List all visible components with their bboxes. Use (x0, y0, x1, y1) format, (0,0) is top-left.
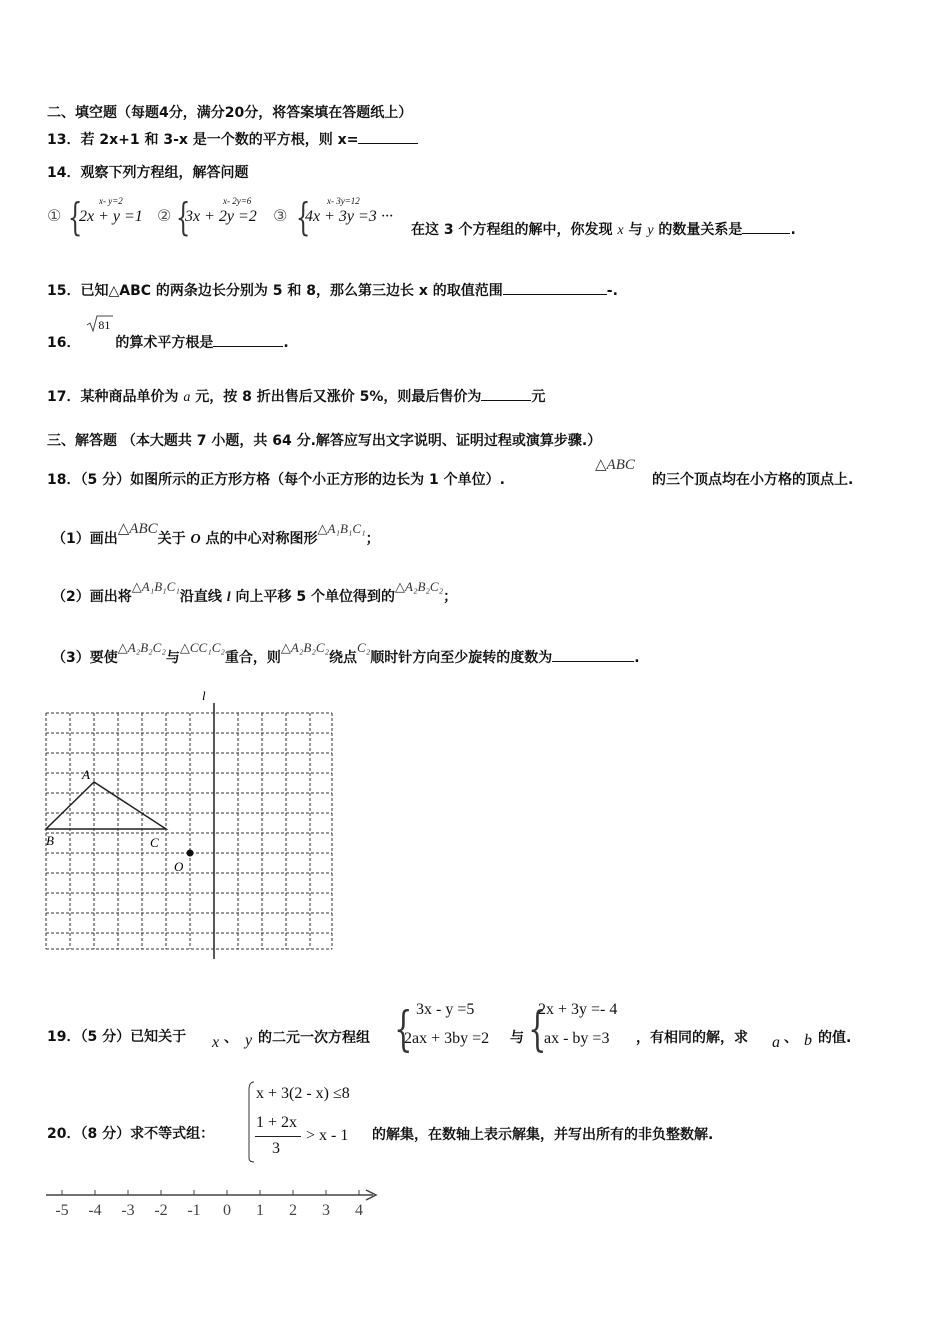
q20-fraction-bar (255, 1136, 301, 1137)
q14-system-1-bottom: 2x + y =1 (79, 208, 143, 225)
q19-text-b: 的二元一次方程组 (258, 1030, 370, 1046)
q14-system-3-brace: { (295, 195, 311, 239)
q18-part-3 (52, 640, 640, 668)
label-b: B (46, 833, 54, 848)
q18-p3-e: 顺时针方向至少旋转的度数为 (370, 650, 553, 666)
number-line-label: 4 (355, 1202, 363, 1219)
q18-p1-b: 关于 (157, 531, 191, 547)
q18-p3-a: （3）要使 (52, 650, 118, 666)
q14-system-1-mark: ① (47, 206, 62, 225)
q18-p2-triangle: △A₁B₁C₁ (131, 579, 180, 594)
label-c: C (150, 835, 159, 850)
q15-number: 15． (47, 283, 81, 299)
q17-number: 17． (47, 389, 81, 405)
q19-var-a: a (772, 1034, 780, 1051)
q18-p2-b: 沿直线 (179, 589, 227, 605)
q18-p1-end: ； (365, 531, 380, 547)
q14-system-3-bottom: 4x + 3y =3 (305, 208, 377, 225)
q19-text-a: （5 分）已知关于 (80, 1029, 187, 1045)
section-3-heading-text: 三、解答题 （本大题共 7 小题，共 64 分.解答应写出文字说明、证明过程或演算步骤.） (47, 433, 602, 449)
label-o: O (174, 859, 184, 874)
q18-p1-point-o: O (190, 532, 201, 547)
section-3-heading (47, 431, 601, 451)
q14-var-x: x (617, 223, 624, 238)
q19-var-b: b (804, 1032, 812, 1049)
number-line-label: -1 (187, 1202, 201, 1219)
q18-p2-triangle-2: △A₂B₂C₂ (395, 579, 444, 594)
q14-system-2-bottom: 3x + 2y =2 (185, 208, 257, 225)
q14-ellipsis: ··· (381, 208, 393, 225)
q19-var-y: y (245, 1032, 253, 1049)
q18-p3-triangle: △A₂B₂C₂ (117, 640, 166, 655)
q14-end: . (790, 222, 796, 238)
q17-answer-blank[interactable] (481, 386, 531, 401)
q14-system-2-top: x- 2y=6 (223, 196, 252, 206)
section-2-heading-text: 二、填空题（每题4分，满分20分，将答案填在答题纸上） (47, 105, 413, 121)
q13-number: 13． (47, 132, 81, 148)
q14-system-1-top: x- y=2 (99, 196, 123, 206)
q19-sep: 、 (224, 1030, 238, 1046)
question-16 (47, 318, 289, 353)
number-line-label: 1 (256, 1202, 264, 1219)
q14-var-y: y (647, 223, 654, 238)
q18-p3-triangle-3: △A₂B₂C₂ (280, 640, 330, 655)
q19-var-x: x (212, 1034, 220, 1051)
q19-text-c: ，有相同的解，求 (636, 1030, 748, 1046)
q16-radicand: 81 (98, 318, 111, 332)
q19-system-1-bottom: 2ax + 3by =2 (404, 1030, 490, 1047)
q15-text: 已知△ABC 的两条边长分别为 5 和 8，那么第三边长 x 的取值范围 (80, 283, 503, 299)
q18-grid-figure (40, 685, 340, 960)
q19-number: 19． (47, 1029, 81, 1045)
q18-p3-triangle-2: △CC₁C₂ (179, 640, 225, 655)
q20-number: 20． (47, 1126, 81, 1142)
q16-end: . (283, 335, 289, 351)
q14-mid: 与 (623, 222, 648, 238)
label-l: l (202, 688, 206, 703)
q16-text: 的算术平方根是 (115, 335, 214, 351)
question-13 (47, 129, 418, 150)
q20-text-b: 的解集，在数轴上表示解集，并写出所有的非负整数解. (372, 1127, 714, 1143)
q19-system-1-top: 3x - y =5 (416, 1001, 475, 1018)
q18-p1-triangle-2: △A₁B₁C₁ (317, 521, 366, 536)
q20-fraction-numerator: 1 + 2x (256, 1114, 298, 1131)
q18-p1-c: 点的中心对称图形 (200, 531, 318, 547)
q19-sep-2: 、 (784, 1030, 798, 1046)
number-line-label: 3 (322, 1202, 330, 1219)
q16-answer-blank[interactable] (213, 332, 283, 347)
q14-system-2-mark: ② (157, 206, 172, 225)
q18-text-b: 的三个顶点均在小方格的顶点上. (652, 472, 854, 488)
q18-p1-triangle: △ABC (117, 521, 158, 537)
q14-system-3-mark: ③ (273, 206, 288, 225)
q16-radical (85, 318, 115, 347)
number-line-label: -4 (88, 1202, 102, 1219)
q18-answer-blank[interactable] (552, 647, 634, 662)
q17-text-b: 元，按 8 折出售后又涨价 5%，则最后售价为 (190, 389, 482, 405)
point-o (187, 850, 194, 857)
section-2-heading (47, 103, 412, 123)
q14-tail-b: 的数量关系是 (653, 222, 743, 238)
q15-answer-blank[interactable] (503, 280, 607, 295)
q18-p2-end: ； (443, 589, 458, 605)
number-line-label: -3 (121, 1202, 135, 1219)
q14-system-1-brace: { (67, 195, 83, 239)
question-15 (47, 280, 618, 301)
q18-part-1 (52, 521, 380, 550)
q14-answer-blank[interactable] (742, 219, 790, 234)
number-line-label: 2 (289, 1202, 297, 1219)
q14-number: 14． (47, 165, 81, 181)
q18-p1-a: （1）画出 (52, 531, 118, 547)
q19-text-d: 的值. (818, 1030, 852, 1046)
q15-end: -. (606, 283, 618, 299)
q18-p3-point: C₂ (357, 640, 371, 655)
number-line-label: -2 (154, 1202, 168, 1219)
q18-p3-d: 绕点 (329, 650, 358, 666)
q20-inequality-1: x + 3(2 - x) ≤8 (256, 1085, 350, 1102)
q13-answer-blank[interactable] (358, 129, 418, 144)
q18-p3-end: . (634, 650, 640, 666)
label-a: A (82, 767, 90, 782)
q18-p3-b: 与 (165, 650, 180, 666)
q17-end: 元 (531, 389, 546, 405)
triangle-abc (46, 782, 166, 829)
q19-system-2-brace: { (528, 1001, 547, 1057)
q19-system-1-brace: { (394, 1001, 413, 1057)
number-line-label: 0 (223, 1202, 231, 1219)
question-18 (47, 470, 505, 490)
q20-number-line (40, 1186, 385, 1222)
q18-p3-c: 重合，则 (224, 650, 281, 666)
q13-text: 若 2x+1 和 3-x 是一个数的平方根，则 x= (80, 132, 359, 148)
question-14 (47, 163, 248, 183)
q19-system-2-bottom: ax - by =3 (544, 1030, 610, 1047)
question-20 (47, 1124, 214, 1144)
q18-text-b-line (652, 470, 853, 490)
q20-text-a: （8 分）求不等式组： (80, 1126, 215, 1142)
q18-p2-line-l: l (226, 590, 231, 605)
q19-system-2-top: 2x + 3y =- 4 (538, 1001, 618, 1018)
grid-lines (46, 713, 332, 949)
question-19 (47, 1027, 186, 1047)
q14-system-3-top: x- 3y=12 (327, 196, 360, 206)
question-17 (47, 386, 545, 408)
q18-number: 18． (47, 472, 81, 488)
q20-inequality-2-rhs: > x - 1 (306, 1127, 349, 1144)
q18-text-a: （5 分）如图所示的正方形方格（每个小正方形的边长为 1 个单位）. (80, 472, 505, 488)
q18-part-2 (52, 579, 458, 608)
q17-var-a: a (183, 390, 191, 405)
q20-fraction-denominator: 3 (272, 1140, 280, 1157)
q17-text-a: 某种商品单价为 (80, 389, 184, 405)
q18-p2-a: （2）画出将 (52, 589, 132, 605)
q20-brace (246, 1080, 256, 1164)
q16-number: 16． (47, 335, 81, 351)
q14-question-tail (411, 219, 796, 241)
q18-p2-c: 向上平移 5 个单位得到的 (230, 589, 395, 605)
q19-with: 与 (510, 1030, 524, 1046)
number-line-label: -5 (55, 1202, 69, 1219)
q14-system-2-brace: { (175, 195, 191, 239)
q18-triangle-abc: △ABC (595, 457, 635, 473)
q14-tail-a: 在这 3 个方程组的解中，你发现 (411, 222, 618, 238)
q14-text: 观察下列方程组，解答问题 (80, 165, 249, 181)
